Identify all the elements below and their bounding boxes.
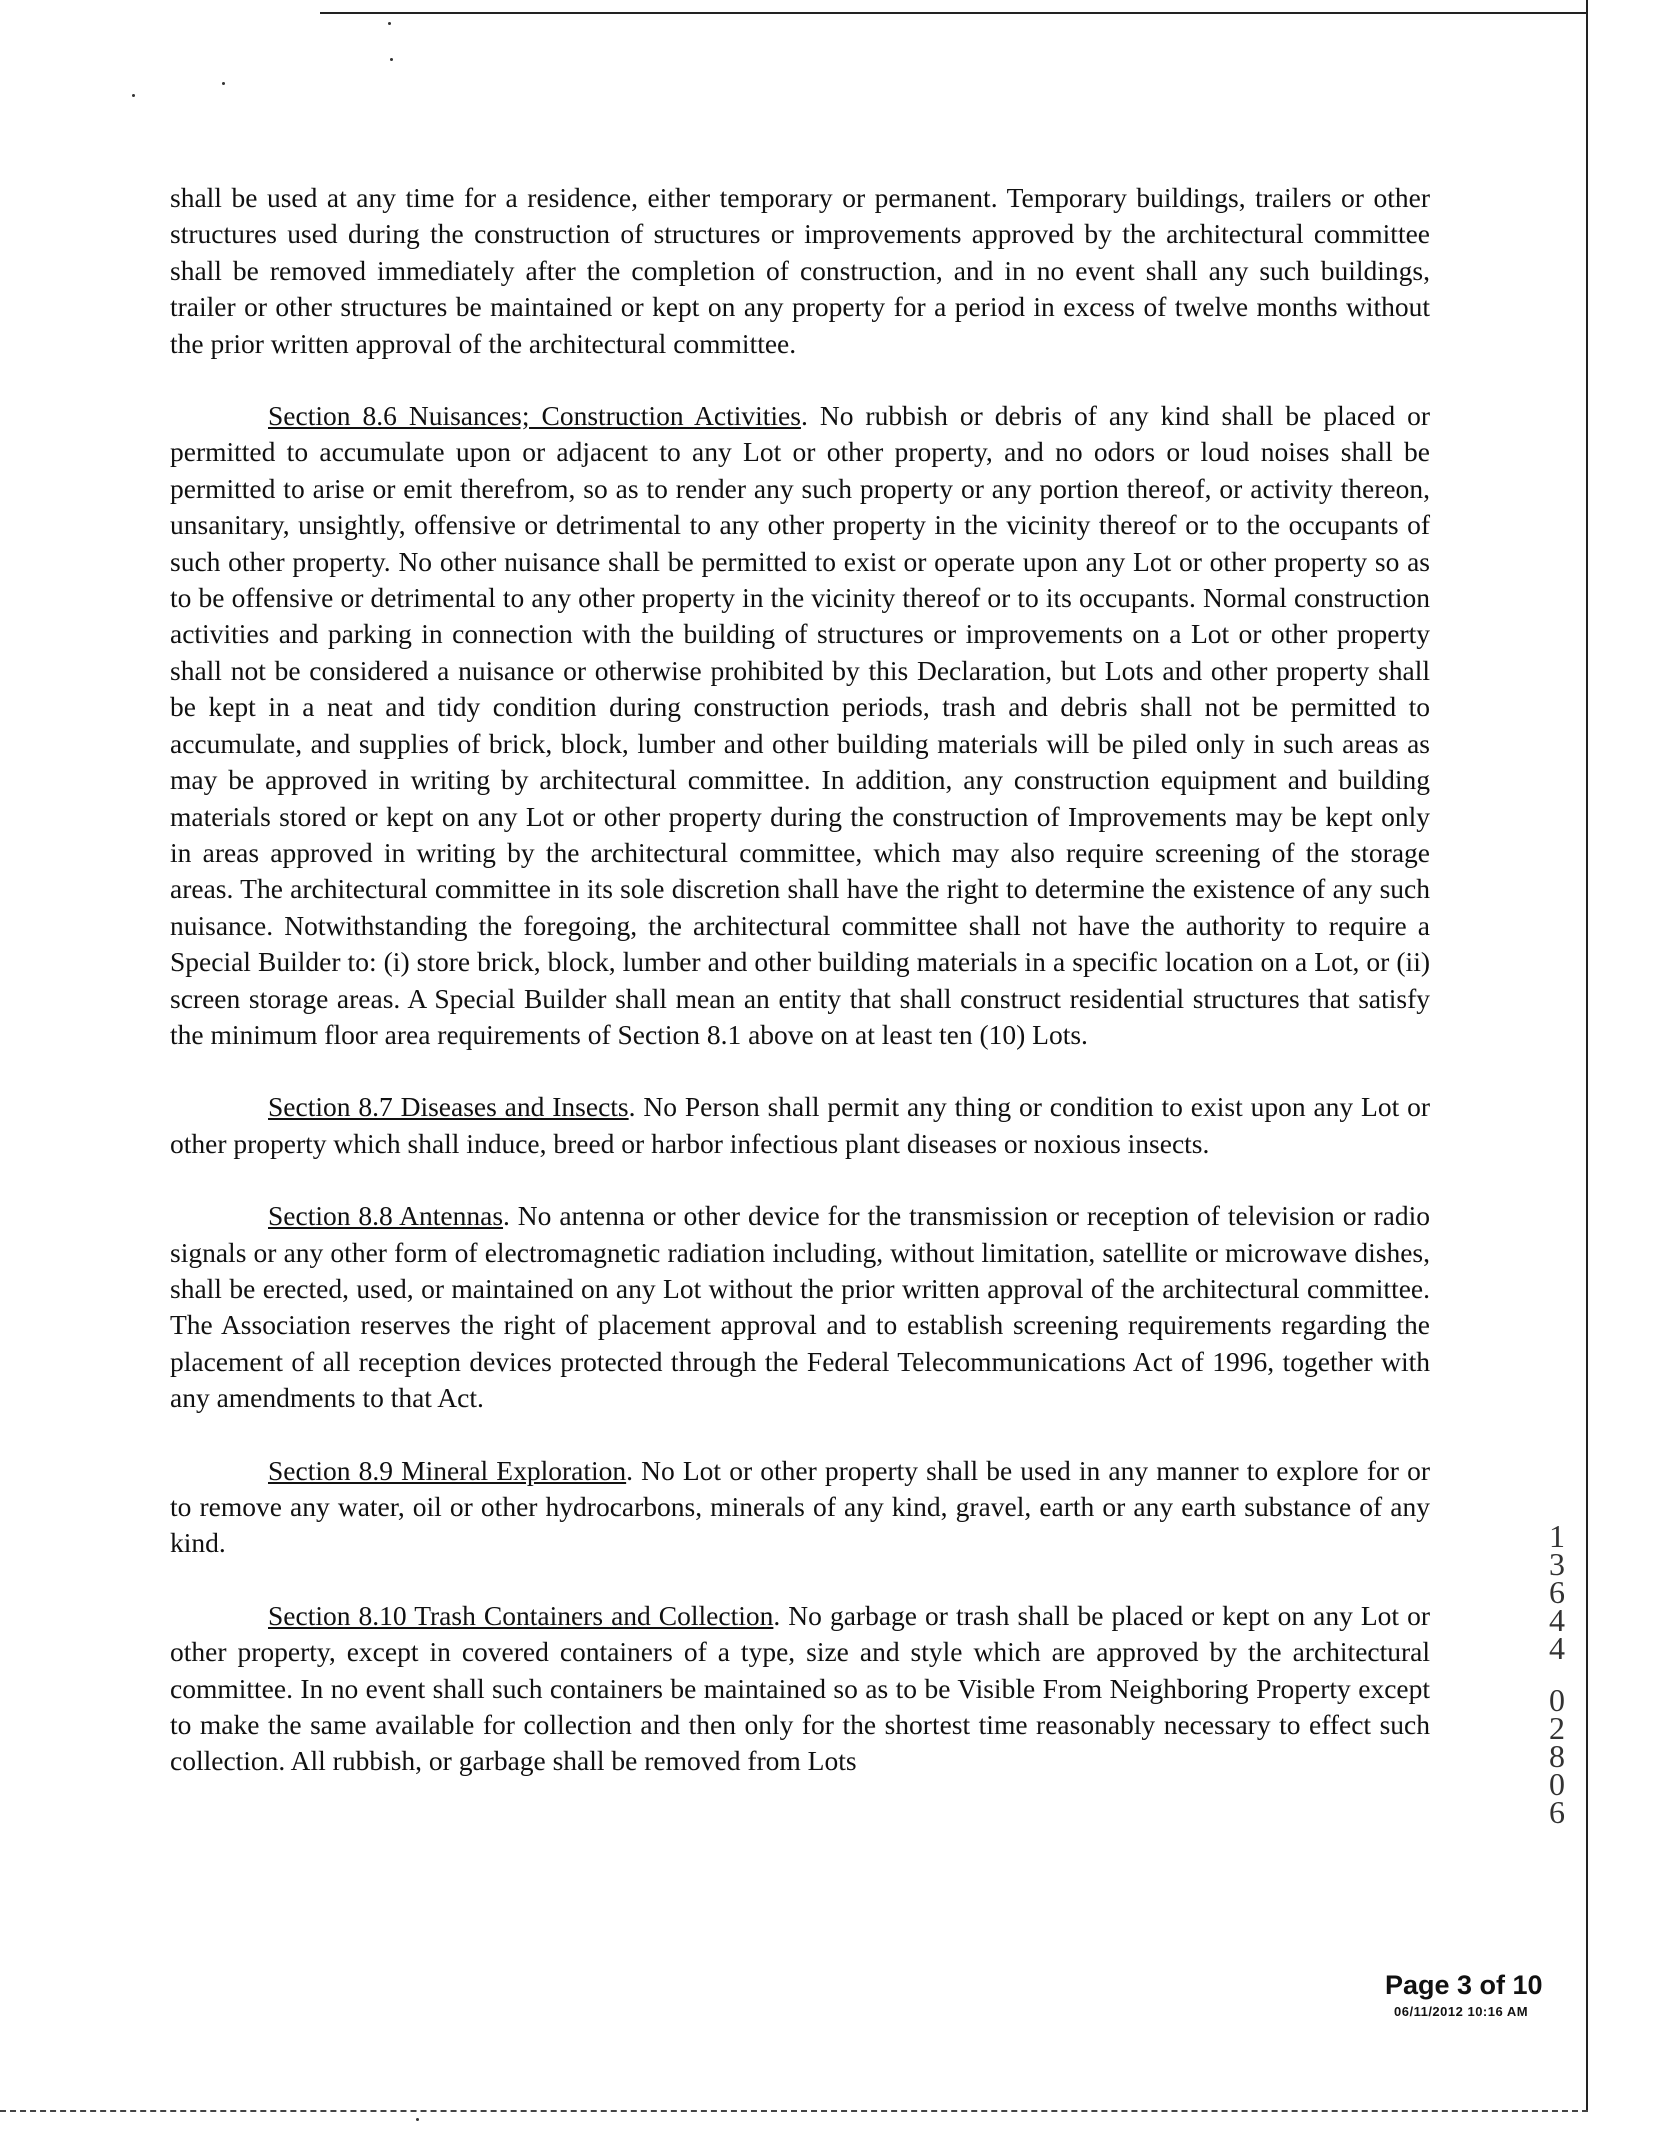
scan-speck [222, 82, 225, 85]
scan-speck [388, 22, 391, 25]
stamp-digit: 1 [1549, 1518, 1565, 1554]
paragraph-body: . No Lot or other property shall be used in any manner to explore for or to remove any water, oil or other hydrocarbons, minerals of any kind, gravel, earth or any earth substance of any kind. [170, 1454, 1430, 1559]
section-heading: Section 8.6 Nuisances; Construction Activities [268, 400, 801, 432]
section-8-10 [170, 1598, 1430, 1780]
paragraph-continuation [170, 180, 1430, 362]
scan-border-right [1586, 0, 1588, 2110]
stamp-digit: 6 [1549, 1574, 1565, 1610]
page-timestamp: 06/11/2012 10:16 AM [1394, 2004, 1529, 2019]
paragraph-body: . No Person shall permit any thing or condition to exist upon any Lot or other property which shall induce, breed or harbor infectious plant diseases or noxious insects. [170, 1091, 1430, 1159]
paragraph-body: . No garbage or trash shall be placed or kept on any Lot or other property, except in covered containers of a type, size and style which are approved by the architectural committee. In no event shall such containers be maintained so as to be Visible From Neighboring Property except to make the same available for collection and then only for the shortest time reasonably necessary to effect such collection. All rubbish, or garbage shall be removed from Lots [170, 1599, 1430, 1777]
scan-border-bottom [0, 2110, 1588, 2112]
scan-speck [132, 94, 135, 97]
page-number: Page 3 of 10 [1385, 1970, 1543, 2000]
scan-speck [416, 2118, 419, 2121]
section-heading: Section 8.9 Mineral Exploration [268, 1454, 627, 1486]
section-heading: Section 8.8 Antennas [268, 1200, 504, 1232]
stamp-digit: 2 [1549, 1710, 1565, 1746]
document-body [170, 180, 1430, 1816]
section-8-9 [170, 1453, 1430, 1562]
stamp-digit: 0 [1549, 1766, 1565, 1802]
scan-border-top [320, 12, 1588, 14]
stamp-digit: 4 [1549, 1602, 1565, 1638]
stamp-digit: 6 [1549, 1794, 1565, 1830]
section-8-6 [170, 398, 1430, 1053]
stamp-digit: 3 [1549, 1546, 1565, 1582]
stamp-digit: 4 [1549, 1630, 1565, 1666]
paragraph-body: . No rubbish or debris of any kind shall be placed or permitted to accumulate upon or adjacent to any Lot or other property, and no odors or loud noises shall be permitted to arise or emit therefrom, so as to render any such property or any portion thereof, or activity thereon, unsanitary, unsightly, offensive or detrimental to any other property in the vicinity thereof or to the occupants of such other property. No other nuisance shall be permitted to exist or operate upon any Lot or other property so as to be offensive or detrimental to any other property in the vicinity thereof or to its occupants. Normal construction activities and parking in connection with the building of structures or improvements on a Lot or other property shall not be considered a nuisance or otherwise prohibited by this Declaration, but Lots and other property shall be kept in a neat and tidy condition during construction periods, trash and debris shall not be permitted to accumulate, and supplies of brick, block, lumber and other building materials will be piled only in such areas as may be approved in writing by architectural committee. In addition, any construction equipment and building materials stored or kept on any Lot or other property during the construction of Improvements may be kept only in areas approved in writing by the architectural committee, which may also require screening of the storage areas. The architectural committee in its sole discretion shall have the right to determine the existence of any such nuisance. Notwithstanding the foregoing, the architectural committee shall not have the authority to require a Special Builder to: (i) store brick, block, lumber and other building materials in a specific location on a Lot, or (ii) screen storage areas. A Special Builder shall mean an entity that shall construct residential structures that satisfy the minimum floor area requirements of Section 8.1 above on at least ten (10) Lots. [170, 400, 1430, 1050]
paragraph-body: . No antenna or other device for the transmission or reception of television or radio signals or any other form of electromagnetic radiation including, without limitation, satellite or microwave dishes, shall be erected, used, or maintained on any Lot without the prior written approval of the architectural committee. The Association reserves the right of placement approval and to establish screening requirements regarding the placement of all reception devices protected through the Federal Telecommunications Act of 1996, together with any amendments to that Act. [170, 1200, 1431, 1414]
paragraph-body: shall be used at any time for a residence, either temporary or permanent. Temporary buildings, trailers or other structures used during the construction of structures or improvements approved by the architectural committee shall be removed immediately after the completion of construction, and in no event shall any such buildings, trailer or other structures be maintained or kept on any property for a period in excess of twelve months without the prior written approval of the architectural committee. [170, 182, 1430, 359]
section-8-8 [170, 1198, 1430, 1416]
stamp-digit: 0 [1549, 1682, 1565, 1718]
section-heading: Section 8.7 Diseases and Insects [268, 1091, 629, 1123]
scan-speck [390, 58, 393, 61]
recording-stamp [1542, 1518, 1572, 1830]
section-heading: Section 8.10 Trash Containers and Collection [268, 1599, 774, 1631]
stamp-digit: 8 [1549, 1738, 1565, 1774]
section-8-7 [170, 1089, 1430, 1162]
